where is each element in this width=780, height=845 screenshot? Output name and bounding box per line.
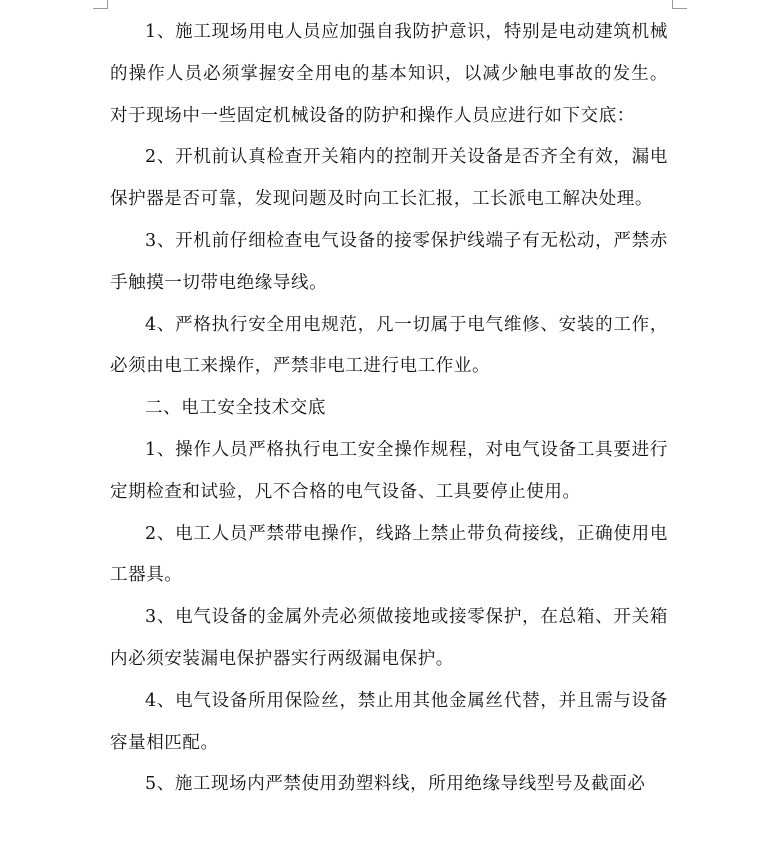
- paragraph-grounding-check: 3、开机前仔细检查电气设备的接零保护线端子有无松动，严禁赤手触摸一切带电绝缘导线。: [110, 230, 668, 293]
- paragraph-enclosure-grounding: 3、电气设备的金属外壳必须做接地或接零保护，在总箱、开关箱内必须安装漏电保护器实行两级漏电保护。: [110, 607, 668, 669]
- paragraph-fuse-rules: 4、电气设备所用保险丝，禁止用其他金属丝代替，并且需与设备容量相匹配。: [110, 690, 668, 753]
- paragraph-startup-check: 2、开机前认真检查开关箱内的控制开关设备是否齐全有效，漏电保护器是否可靠，发现问题及时向工长汇报，工长派电工解决处理。: [110, 147, 668, 210]
- document-body: [110, 12, 668, 806]
- paragraph-no-live-work: 2、电工人员严禁带电操作，线路上禁止带负荷接线，正确使用电工器具。: [110, 523, 668, 586]
- paragraph-operating-rules: 1、操作人员严格执行电工安全操作规程，对电气设备工具要进行定期检查和试验，凡不合格的电气设备、工具要停止使用。: [110, 439, 668, 502]
- section-heading: 二、电工安全技术交底: [145, 398, 326, 419]
- paragraph-self-protection: 1、施工现场用电人员应加强自我防护意识，特别是电动建筑机械的操作人员必须掌握安全用电的基本知识，以减少触电事故的发生。对于现场中一些固定机械设备的防护和操作人员应进行如下交底：: [110, 22, 668, 126]
- crop-mark-right: [672, 0, 687, 9]
- paragraph-electrician-only: 4、严格执行安全用电规范，凡一切属于电气维修、安装的工作，必须由电工来操作，严禁非电工进行电工作业。: [110, 314, 668, 377]
- paragraph-wire-rules: 5、施工现场内严禁使用劲塑料线，所用绝缘导线型号及截面必: [145, 774, 646, 795]
- crop-mark-left: [93, 0, 108, 9]
